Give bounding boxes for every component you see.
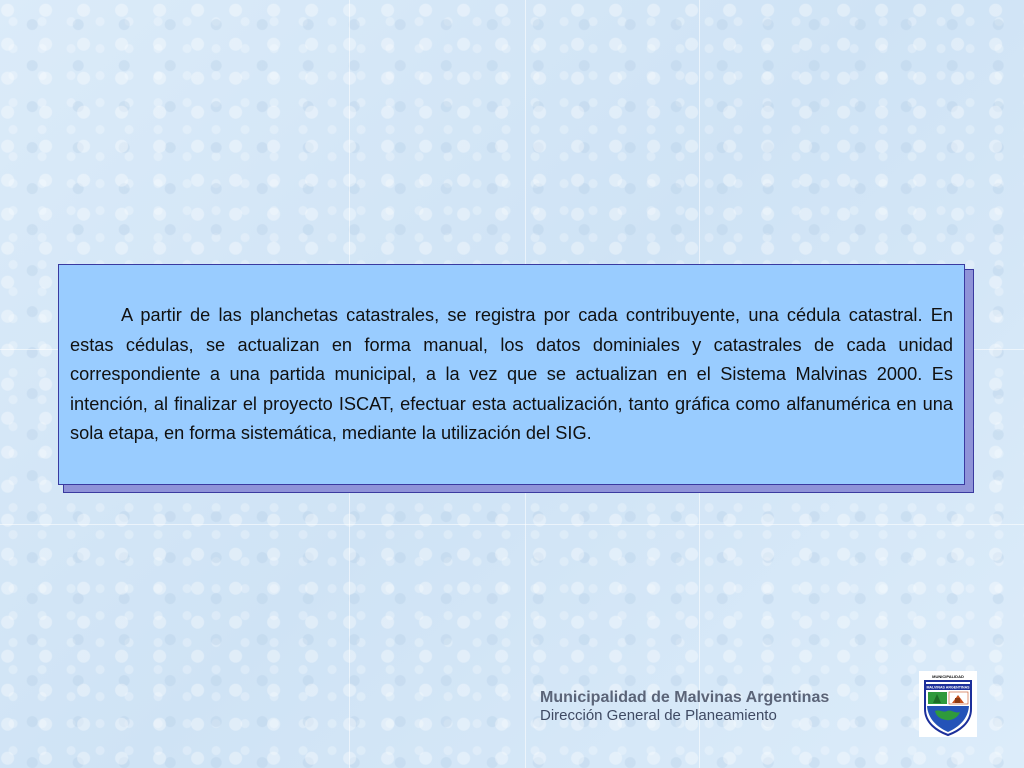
footer-org-name: Municipalidad de Malvinas Argentinas bbox=[540, 689, 830, 706]
content-text-box bbox=[58, 264, 965, 485]
body-paragraph: A partir de las planchetas catastrales, se registra por cada contribuyente, una cédula catastral. En estas cédulas, se actualizan en forma manual, los datos dominiales y catastrales de cada unidad correspondiente a una partida municipal, a la vez que se actualizan en el Sistema Malvinas 2000. Es intención, al finalizar el proyecto ISCAT, efectuar esta actualización, tanto gráfica como alfanumérica en una sola etapa, en forma sistemática, mediante la utilización del SIG. bbox=[70, 305, 953, 443]
logo-banner-text: MALVINAS ARGENTINAS bbox=[926, 685, 970, 690]
logo-top-text: MUNICIPALIDAD bbox=[932, 674, 964, 679]
background-tile-divider bbox=[0, 524, 1024, 525]
municipal-seal-icon bbox=[919, 671, 977, 737]
footer-department: Dirección General de Planeamiento bbox=[540, 707, 777, 724]
footer bbox=[540, 688, 870, 725]
